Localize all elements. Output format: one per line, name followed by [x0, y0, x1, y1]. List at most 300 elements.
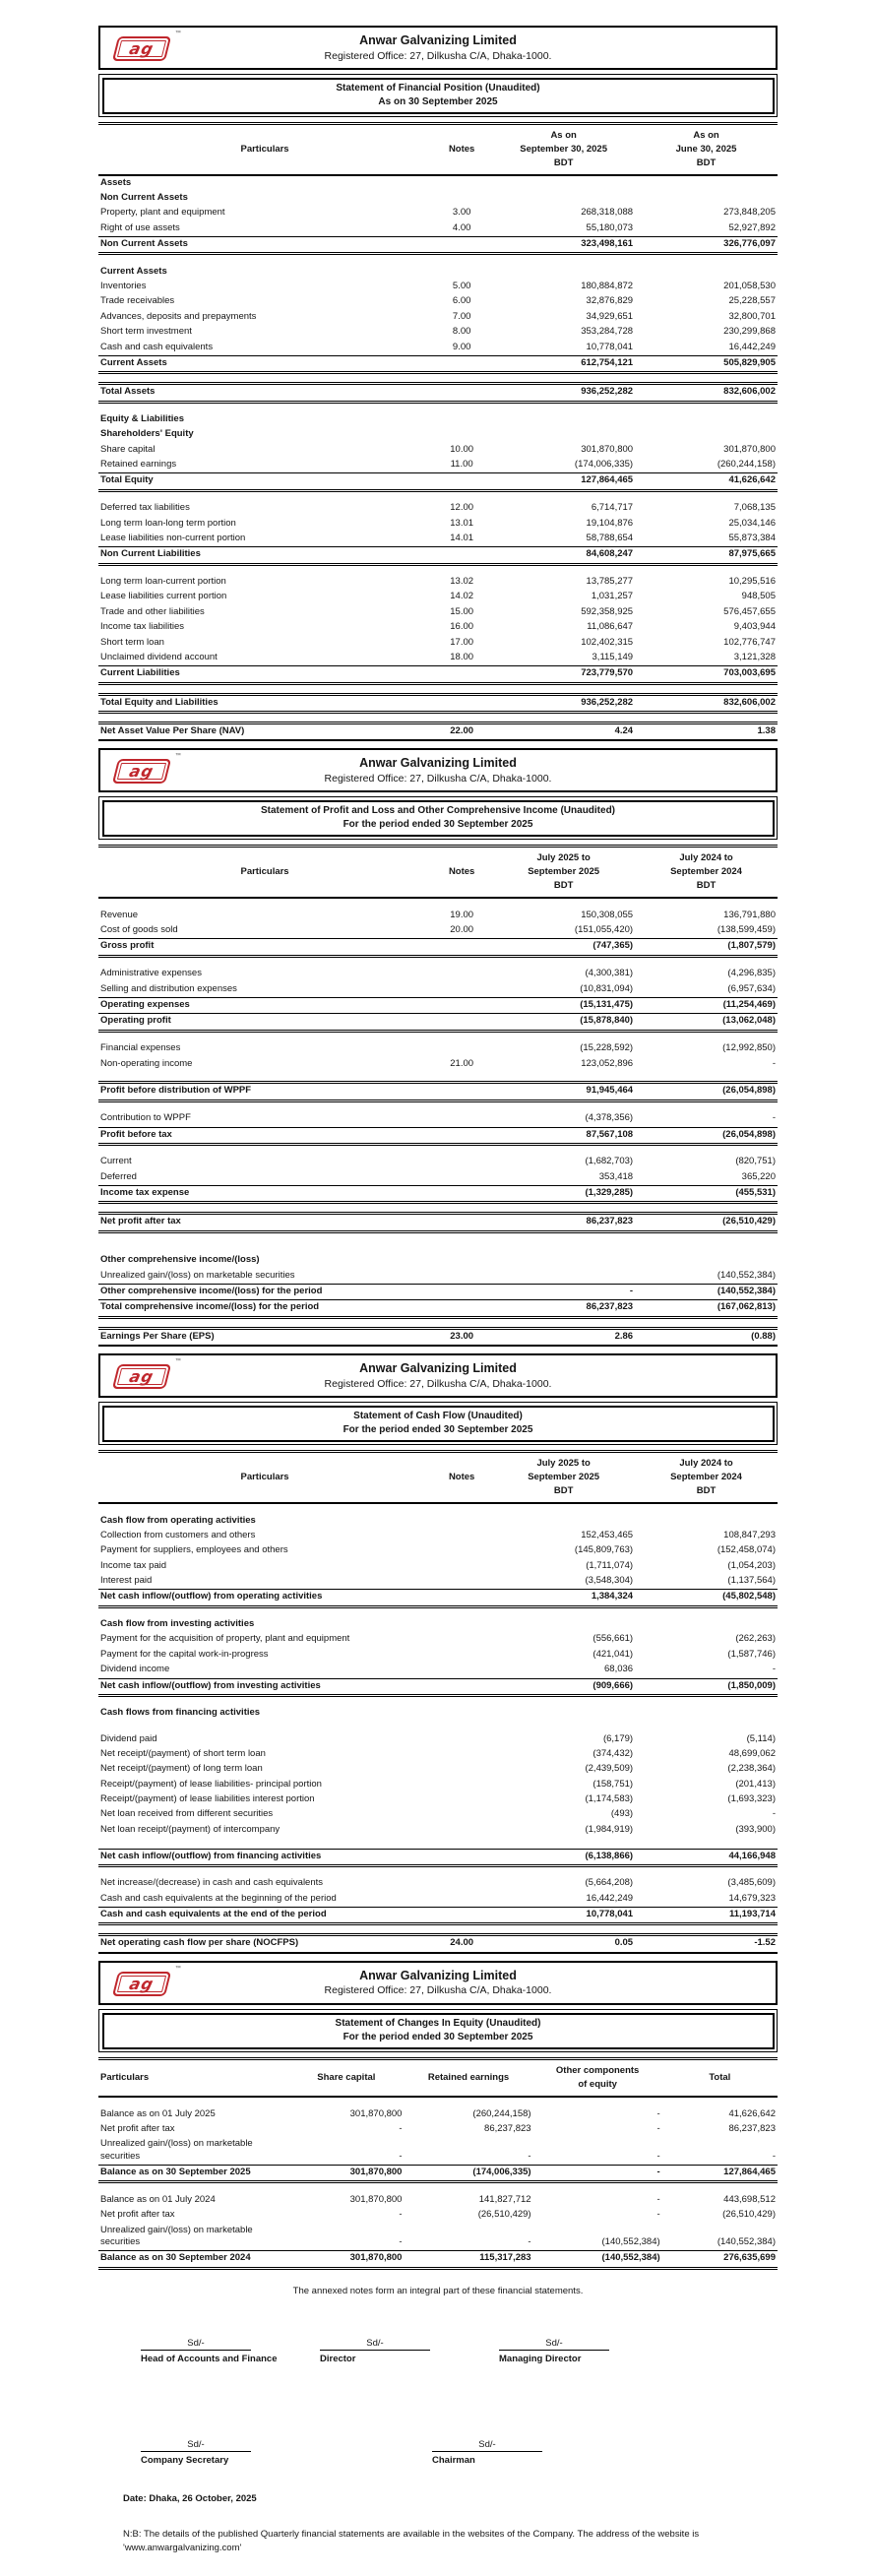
cell-value: 5.00 — [452, 281, 471, 292]
cell-value: 91,945,464 — [492, 1083, 635, 1100]
row-label: Revenue — [100, 909, 139, 920]
cell-value: 301,870,800 — [581, 443, 634, 455]
cell-value: (13,062,048) — [635, 1014, 778, 1031]
row-label: Unrealized gain/(loss) on marketable securities — [100, 1269, 295, 1281]
cell-value: - — [772, 2150, 776, 2162]
cell-value: (11,254,469) — [635, 998, 778, 1014]
row-label: Income tax paid — [100, 1559, 167, 1571]
cell-value: (421,041) — [592, 1648, 634, 1660]
cell-value: 3.00 — [452, 207, 471, 219]
cell-value: 22.00 — [431, 723, 492, 740]
cell-value: 443,698,512 — [723, 2193, 776, 2205]
nb-note: N:B: The details of the published Quarterly financial statements are available in the websites of the Company. The address of the website is 'www.anwargalvanizing.com' — [123, 2528, 700, 2554]
cell-value: 17.00 — [450, 636, 474, 648]
spacer-row — [98, 1242, 778, 1253]
table-row — [98, 191, 778, 206]
table-row — [98, 206, 778, 220]
cell-value: (1,711,074) — [586, 1559, 634, 1571]
spacer-row — [98, 1144, 778, 1155]
logo-text: ag — [127, 1366, 156, 1386]
cell-value — [431, 1155, 492, 1169]
spacer-cell — [98, 2182, 778, 2193]
cell-value: (140,552,384) — [717, 2235, 776, 2247]
cell-value: 353,418 — [598, 1170, 634, 1182]
statement-title-box — [98, 796, 778, 840]
cell-value — [431, 1706, 492, 1721]
statement-section — [98, 1353, 778, 1954]
company-logo-icon — [112, 31, 181, 61]
cell-value: 87,975,665 — [635, 547, 778, 564]
spacer-row — [98, 373, 778, 384]
cell-value: 3,121,328 — [733, 651, 776, 662]
cell-value: (140,552,384) — [533, 2251, 662, 2268]
company-name: Anwar Galvanizing Limited — [359, 1361, 517, 1375]
cell-value — [431, 1214, 492, 1231]
table-row — [98, 1269, 778, 1285]
cell-value: 13.02 — [450, 576, 474, 588]
row-label: Gross profit — [98, 939, 431, 956]
spacer-cell — [98, 1838, 778, 1849]
table-row — [98, 1214, 778, 1231]
cell-value: (174,006,335) — [404, 2165, 532, 2181]
cell-value: - — [492, 1284, 635, 1299]
cell-value — [635, 1706, 778, 1721]
row-label: Other comprehensive income/(loss) — [100, 1254, 260, 1266]
cell-value: (15,131,475) — [492, 998, 635, 1014]
row-label: Deferred tax liabilities — [100, 502, 190, 514]
company-header — [98, 1353, 778, 1398]
cell-value: 1,384,324 — [492, 1590, 635, 1606]
table-row — [98, 384, 778, 402]
spacer-cell — [98, 1722, 778, 1732]
cell-value — [431, 1762, 492, 1777]
statement-section — [98, 748, 778, 1347]
cell-value: 6,714,717 — [591, 502, 634, 514]
cell-value — [635, 1514, 778, 1529]
cell-value — [431, 1778, 492, 1792]
row-label: Income tax liabilities — [100, 621, 185, 633]
cell-value: 11.00 — [450, 459, 473, 471]
spacer-row — [98, 1722, 778, 1732]
table-row — [98, 923, 778, 939]
cell-value: 612,754,121 — [492, 355, 635, 372]
cell-value: (201,413) — [735, 1778, 776, 1790]
table-row — [98, 1083, 778, 1100]
cell-value: - — [656, 2122, 660, 2134]
row-label: Net loan received from different securities — [100, 1808, 274, 1820]
column-header: Particulars — [98, 1452, 431, 1503]
table-row — [98, 1807, 778, 1822]
row-label: Interest paid — [100, 1574, 153, 1586]
row-label: Total Equity and Liabilities — [98, 694, 431, 712]
table-row — [98, 575, 778, 590]
cell-value: 150,308,055 — [581, 909, 634, 920]
table-row — [98, 1170, 778, 1186]
table-row — [98, 1543, 778, 1558]
cell-value: (2,238,364) — [727, 1763, 776, 1775]
row-label: Non-operating income — [100, 1057, 193, 1069]
statement-section — [98, 1961, 778, 2270]
cell-value — [431, 384, 492, 402]
table-row — [98, 443, 778, 458]
table-row — [98, 723, 778, 740]
spacer-row — [98, 1031, 778, 1041]
cell-value: - — [772, 1664, 776, 1675]
statement-title-box — [98, 74, 778, 117]
table-row — [98, 1849, 778, 1865]
table-row — [98, 355, 778, 372]
cell-value: (374,432) — [592, 1748, 634, 1760]
cell-value: 301,870,800 — [349, 2107, 403, 2119]
signature-row-1 — [98, 2338, 778, 2364]
statement-title-box — [98, 2009, 778, 2052]
cell-value: 108,847,293 — [723, 1529, 776, 1540]
cell-value: 127,864,465 — [662, 2165, 778, 2181]
date-line: Date: Dhaka, 26 October, 2025 — [123, 2492, 257, 2504]
spacer-cell — [98, 1503, 778, 1514]
cell-value: (145,809,763) — [574, 1544, 634, 1556]
table-row — [98, 1778, 778, 1792]
signatory-title: Director — [320, 2353, 356, 2364]
cell-value — [635, 265, 778, 280]
cell-value: - — [528, 2235, 531, 2247]
cell-value — [431, 175, 492, 191]
column-header: July 2025 to September 2025 BDT — [492, 847, 635, 898]
spacer-cell — [98, 373, 778, 384]
signature-block — [481, 2338, 629, 2364]
spacer-row — [98, 2182, 778, 2193]
table-row — [98, 1057, 778, 1072]
cell-value: 230,299,868 — [723, 326, 776, 338]
cell-value: 10,295,516 — [728, 576, 776, 588]
spacer-row — [98, 1606, 778, 1617]
table-row — [98, 236, 778, 253]
cell-value: (158,751) — [592, 1778, 634, 1790]
cell-value: (909,666) — [492, 1678, 635, 1695]
table-row — [98, 1529, 778, 1543]
cell-value — [431, 1543, 492, 1558]
row-label: Payment for the capital work-in-progress — [100, 1648, 269, 1660]
cell-value: (1,850,009) — [635, 1678, 778, 1695]
cell-value: (26,054,898) — [635, 1127, 778, 1144]
row-label: Payment for the acquisition of property, plant and equipment — [100, 1633, 350, 1645]
statement-title: Statement of Changes In Equity (Unaudited) — [335, 2017, 541, 2029]
spacer-row — [98, 1317, 778, 1328]
row-label: Net receipt/(payment) of short term loan — [100, 1748, 266, 1760]
statements-container — [98, 26, 778, 2270]
trademark-symbol: ™ — [174, 31, 181, 36]
cell-value: - — [533, 2165, 662, 2181]
row-label: Financial expenses — [100, 1042, 181, 1054]
cell-value: 32,876,829 — [586, 295, 634, 307]
cell-value: 14,679,323 — [728, 1892, 776, 1904]
cell-value: 102,402,315 — [581, 636, 634, 648]
row-label: Dividend income — [100, 1664, 170, 1675]
spacer-row — [98, 1100, 778, 1111]
company-logo-icon — [112, 1965, 181, 1996]
statement-title: Statement of Financial Position (Unaudited) — [336, 82, 540, 94]
cell-value: (151,055,420) — [574, 924, 634, 936]
row-label: Current Assets — [98, 355, 431, 372]
cell-value — [492, 1514, 635, 1529]
row-label: Receipt/(payment) of lease liabilities- principal portion — [100, 1778, 322, 1790]
cell-value — [431, 1807, 492, 1822]
column-header: Notes — [431, 124, 492, 175]
cell-value — [492, 1269, 635, 1285]
cell-value: 34,929,651 — [586, 310, 634, 322]
cell-value — [431, 1648, 492, 1663]
cell-value: 52,927,892 — [728, 221, 776, 233]
cell-value — [492, 191, 635, 206]
cell-value: (1,682,703) — [585, 1156, 634, 1167]
table-row — [98, 1823, 778, 1838]
cell-value — [431, 1111, 492, 1127]
statement-period: For the period ended 30 September 2025 — [343, 818, 533, 830]
table-row — [98, 2251, 778, 2268]
row-label: Net profit after tax — [100, 2122, 175, 2134]
cell-value: 7,068,135 — [733, 502, 776, 514]
spacer-cell — [98, 1695, 778, 1706]
spacer-row — [98, 898, 778, 909]
statement-period: For the period ended 30 September 2025 — [343, 2031, 533, 2042]
cell-value: (167,062,813) — [635, 1300, 778, 1317]
company-name: Anwar Galvanizing Limited — [359, 33, 517, 47]
cell-value: 6.00 — [452, 295, 471, 307]
statement-table — [98, 845, 778, 1347]
cell-value: (1,807,579) — [635, 939, 778, 956]
cell-value: (5,664,208) — [585, 1877, 634, 1889]
cell-value: 11,086,647 — [587, 621, 634, 633]
cell-value — [431, 939, 492, 956]
row-label: Non Current Liabilities — [98, 547, 431, 564]
cell-value — [431, 694, 492, 712]
row-label: Dividend paid — [100, 1732, 157, 1744]
cell-value — [431, 1732, 492, 1747]
table-row — [98, 1127, 778, 1144]
cell-value: (26,510,429) — [477, 2209, 531, 2221]
cell-value: 9.00 — [452, 341, 471, 352]
row-label: Profit before distribution of WPPF — [98, 1083, 431, 1100]
cell-value: 3,115,149 — [592, 651, 634, 662]
table-row — [98, 605, 778, 620]
cell-value: (15,878,840) — [492, 1014, 635, 1031]
cell-value: (15,228,592) — [580, 1042, 634, 1054]
row-label: Net increase/(decrease) in cash and cash equivalents — [100, 1877, 324, 1889]
cell-value — [431, 1127, 492, 1144]
signature-line: Sd/- — [499, 2338, 609, 2351]
column-header: Retained earnings — [404, 2059, 532, 2097]
spacer-cell — [98, 1031, 778, 1041]
row-label: Long term loan-current portion — [100, 576, 226, 588]
table-row — [98, 590, 778, 604]
cell-value — [431, 1823, 492, 1838]
cell-value: (140,552,384) — [717, 1269, 776, 1281]
row-label: Right of use assets — [100, 221, 180, 233]
cell-value: (152,458,074) — [717, 1544, 776, 1556]
spacer-row — [98, 712, 778, 723]
cell-value: 44,166,948 — [635, 1849, 778, 1865]
cell-value: (10,831,094) — [580, 982, 634, 994]
cell-value: 936,252,282 — [492, 384, 635, 402]
column-header: Notes — [431, 1452, 492, 1503]
row-label: Net profit after tax — [100, 2209, 175, 2221]
trademark-symbol: ™ — [174, 753, 181, 760]
table-row — [98, 1792, 778, 1807]
spacer-row — [98, 1203, 778, 1214]
row-label: Net profit after tax — [98, 1214, 431, 1231]
cell-value: (5,114) — [746, 1732, 776, 1744]
cell-value — [431, 1284, 492, 1299]
statement-title: Statement of Profit and Loss and Other Comprehensive Income (Unaudited) — [260, 804, 616, 816]
signature-block — [414, 2439, 562, 2466]
spacer-cell — [98, 898, 778, 909]
row-label: Trade receivables — [100, 295, 175, 307]
spacer-cell — [98, 1865, 778, 1876]
cell-value: (6,179) — [602, 1732, 634, 1744]
table-row — [98, 280, 778, 294]
cell-value — [431, 982, 492, 998]
annexed-note: The annexed notes form an integral part of these financial statements. — [292, 2285, 584, 2296]
cell-value: - — [399, 2150, 403, 2162]
spacer-cell — [98, 1231, 778, 1242]
table-row — [98, 532, 778, 547]
cell-value: (6,957,634) — [727, 982, 776, 994]
column-header-row — [98, 847, 778, 898]
cell-value — [431, 1747, 492, 1762]
column-header: Other components of equity — [533, 2059, 662, 2097]
cell-value — [431, 1514, 492, 1529]
row-label: Long term loan-long term portion — [100, 517, 236, 529]
row-label: Non Current Assets — [98, 236, 431, 253]
cell-value: 12.00 — [450, 502, 474, 514]
spacer-cell — [98, 1144, 778, 1155]
cell-value: (493) — [610, 1808, 634, 1820]
cell-value: 1,031,257 — [591, 591, 634, 602]
row-label: Total comprehensive income/(loss) for the period — [98, 1300, 431, 1317]
cell-value: 948,505 — [741, 591, 776, 602]
cell-value: 365,220 — [741, 1170, 776, 1182]
cell-value: 19.00 — [450, 909, 474, 920]
cell-value — [431, 1014, 492, 1031]
cell-value: 23.00 — [431, 1328, 492, 1346]
signatory-title: Managing Director — [499, 2353, 582, 2364]
signature-row-2 — [98, 2439, 778, 2466]
cell-value: 32,800,701 — [728, 310, 776, 322]
statement-title-box — [98, 1402, 778, 1445]
statement-table — [98, 2057, 778, 2269]
cell-value: -1.52 — [635, 1935, 778, 1953]
cell-value: 268,318,088 — [581, 207, 634, 219]
row-label: Unclaimed dividend account — [100, 651, 218, 662]
table-row — [98, 1284, 778, 1299]
spacer-row — [98, 1072, 778, 1083]
table-row — [98, 651, 778, 666]
row-label: Advances, deposits and prepayments — [100, 310, 257, 322]
signatory-title: Head of Accounts and Finance — [141, 2353, 278, 2364]
cell-value — [431, 1300, 492, 1317]
row-label: Current Assets — [100, 265, 167, 277]
table-row — [98, 1632, 778, 1647]
cell-value: 723,779,570 — [492, 666, 635, 683]
table-row — [98, 1732, 778, 1747]
cell-value: 10,778,041 — [586, 341, 634, 352]
cell-value — [431, 1529, 492, 1543]
cell-value: (820,751) — [735, 1156, 776, 1167]
cell-value: 14.01 — [450, 532, 474, 543]
cell-value: - — [399, 2209, 403, 2221]
table-row — [98, 1514, 778, 1529]
table-row — [98, 1678, 778, 1695]
cell-value: (1,054,203) — [727, 1559, 776, 1571]
table-row — [98, 620, 778, 635]
spacer-cell — [98, 1072, 778, 1083]
row-label: Total Equity — [98, 473, 431, 490]
cell-value: (1,693,323) — [727, 1793, 776, 1805]
column-header-row — [98, 2059, 778, 2097]
cell-value — [635, 1617, 778, 1632]
cell-value — [635, 175, 778, 191]
row-label: Trade and other liabilities — [100, 605, 205, 617]
cell-value: 4.00 — [452, 221, 471, 233]
cell-value: (1,174,583) — [585, 1793, 634, 1805]
cell-value: - — [656, 2209, 660, 2221]
cell-value: 301,870,800 — [723, 443, 776, 455]
table-row — [98, 221, 778, 237]
cell-value: 86,237,823 — [484, 2122, 531, 2134]
cell-value: 68,036 — [604, 1664, 634, 1675]
cell-value: 86,237,823 — [492, 1300, 635, 1317]
cell-value: 115,317,283 — [404, 2251, 532, 2268]
cell-value: (4,300,381) — [585, 968, 634, 979]
table-row — [98, 310, 778, 325]
row-label: Net Asset Value Per Share (NAV) — [98, 723, 431, 740]
row-label: Inventories — [100, 281, 147, 292]
cell-value — [431, 1170, 492, 1186]
table-row — [98, 1648, 778, 1663]
cell-value — [431, 1678, 492, 1695]
table-row — [98, 909, 778, 923]
table-row — [98, 2208, 778, 2223]
row-label: Cash and cash equivalents at the end of the period — [98, 1908, 431, 1924]
cell-value: 21.00 — [450, 1057, 474, 1069]
cell-value — [431, 1559, 492, 1574]
cell-value: (6,138,866) — [492, 1849, 635, 1865]
row-label: Cash flow from investing activities — [100, 1618, 255, 1630]
cell-value: 84,608,247 — [492, 547, 635, 564]
cell-value: - — [399, 2122, 403, 2134]
cell-value: 180,884,872 — [581, 281, 634, 292]
spacer-row — [98, 1924, 778, 1935]
table-row — [98, 473, 778, 490]
trademark-symbol: ™ — [174, 1965, 181, 1972]
company-address: Registered Office: 27, Dilkusha C/A, Dhaka-1000. — [324, 49, 552, 62]
row-label: Short term investment — [100, 326, 192, 338]
row-label: Non Current Assets — [100, 191, 188, 203]
cell-value: 353,284,728 — [581, 326, 634, 338]
table-row — [98, 2165, 778, 2181]
cell-value: 58,788,654 — [586, 532, 634, 543]
table-row — [98, 265, 778, 280]
row-label: Administrative expenses — [100, 968, 202, 979]
cell-value: (260,244,158) — [717, 459, 776, 471]
cell-value — [431, 412, 492, 427]
table-row — [98, 1617, 778, 1632]
cell-value — [635, 191, 778, 206]
cell-value: 55,180,073 — [586, 221, 634, 233]
cell-value: 301,870,800 — [349, 2193, 403, 2205]
cell-value: (4,296,835) — [727, 968, 776, 979]
cell-value: - — [656, 2193, 660, 2205]
